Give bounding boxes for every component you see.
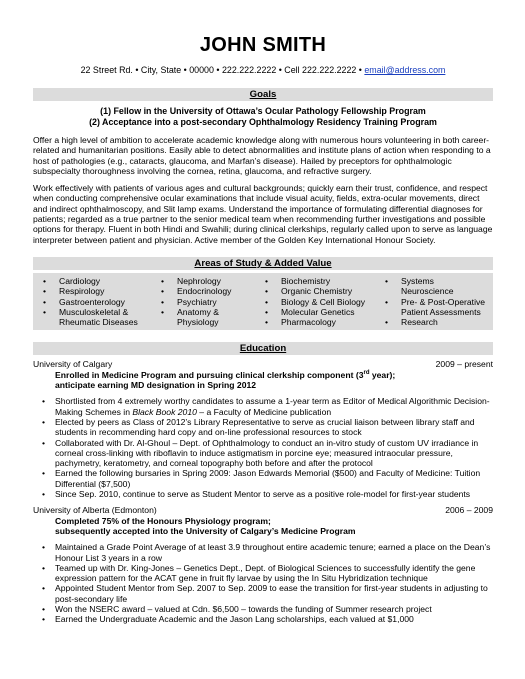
alberta-achievements [33,542,493,624]
areas-grid [33,273,493,330]
calgary-achievements [33,396,493,499]
area-item: • Gastroenterology [37,297,155,307]
school-row-calgary [33,359,493,369]
achievement-item: • Maintained a Grade Point Average of at least 3.9 throughout entire academic tenure; earned a place on the Dean’s Honour List 3 years in a row [33,542,493,563]
email-link[interactable]: email@address.com [364,65,446,75]
contact-details: 22 Street Rd. • City, State • 00000 • 222.222.2222 • Cell 222.222.2222 • [80,65,365,75]
achievement-item: • Earned the following bursaries in Spring 2009: Jason Edwards Memorial ($500) and Faculty of Medicine: Tuition Differential ($7,500) [33,468,493,489]
school-name: University of Calgary [33,359,113,370]
area-item: • Respirology [37,286,155,296]
area-item: • Pre- & Post-Operative Patient Assessments [379,297,489,318]
school-name: University of Alberta (Edmonton) [33,505,157,516]
area-item: • Nephrology [155,276,259,286]
summary-paragraph: Offer a high level of ambition to accelerate academic knowledge along with numerous hours volunteering in both career-related and humanitarian positions. Easily able to detect abnormalities and institute plans of action when responding to a host of pathologies (e.g., cataracts, glaucoma, and Marfan’s disease). Hailed by preceptors for ophthalmologic subspecialty thoroughness involving the cornea, retina, glaucoma, and refractive surgery. [33,135,491,176]
area-item: • Pharmacology [259,317,379,327]
program-detail: Enrolled in Medicine Program and pursuing clinical clerkship component (3rd year); anticipate earning MD designation in Spring 2012 [55,369,396,391]
contact-line [33,65,493,76]
school-dates: 2006 – 2009 [445,505,493,516]
areas-heading: Areas of Study & Added Value [33,257,493,270]
achievement-item: • Since Sep. 2010, continue to serve as Student Mentor to serve as a positive role-model for first-year students [33,489,493,499]
summary-paragraph: Work effectively with patients of various ages and cultural backgrounds; quickly earn their trust, confidence, and respect when conducting comprehensive ocular examinations that include visual acuity, fields, extra-ocular movements, direct and indirect ophthalmoscopy, and Slit lamp exams. Understand the importance of formulating differential diagnoses for patients; regarded as a true partner to the senior medical team when recommending further investigations and possible options for therapy. Fluent in both Hindi and Swahili; during clinical clerkships, regularly called upon to serve as language interpreter between patient and physician. Active member of the Golden Key International Honour Society. [33,183,493,245]
areas-column [37,276,155,327]
areas-column [155,276,259,327]
area-item: • Research [379,317,489,327]
area-item: • Organic Chemistry [259,286,379,296]
area-item: • Biology & Cell Biology [259,297,379,307]
area-item: • Molecular Genetics [259,307,379,317]
candidate-name: JOHN SMITH [199,34,327,56]
goals-heading: Goals [33,88,493,101]
area-item: • Musculoskeletal & Rheumatic Diseases [37,307,155,328]
achievement-item: • Appointed Student Mentor from Sep. 2007 to Sep. 2009 to ease the transition for first-year students in adjusting to post-secondary life [33,583,493,604]
areas-column [379,276,489,327]
achievement-item: • Shortlisted from 4 extremely worthy candidates to assume a 1-year term as Editor of Medical Algorithmic Decision-Making Schemes in Black Book 2010 – a Faculty of Medicine publication [33,396,493,417]
area-item: • Psychiatry [155,297,259,307]
goal-item: (2) Acceptance into a post-secondary Ophthalmology Residency Training Program [89,117,437,127]
education-heading: Education [33,342,493,355]
school-row-alberta [33,505,493,515]
goals-list [33,106,493,128]
school-dates: 2009 – present [435,359,493,370]
program-detail: Completed 75% of the Honours Physiology program; subsequently accepted into the University of Calgary’s Medicine Program [55,515,356,536]
achievement-item: • Collaborated with Dr. Al-Ghoul – Dept. of Ophthalmology to conduct an in-vitro study of custom UV irradiance in corneal cross-linking with riboflavin to induce astigmatism in porcine eye; measured intraocular pressure, pachymetry, keratometry, and corneal topography both before and after the protocol [33,438,493,469]
achievement-item: • Earned the Undergraduate Academic and the Jason Lang scholarships, each valued at $1,000 [33,614,493,624]
area-item: • Biochemistry [259,276,379,286]
achievement-item: • Won the NSERC award – valued at Cdn. $6,500 – towards the funding of Summer research project [33,604,493,614]
area-item: • Endocrinology [155,286,259,296]
area-item: • Anatomy & Physiology [155,307,259,328]
achievement-item: • Teamed up with Dr. King-Jones – Genetics Dept., Dept. of Biological Sciences to successfully identify the gene expression pattern for the ACAT gene in fruit fly larvae by using the In Situ Hybridization technique [33,563,493,584]
areas-column [259,276,379,327]
achievement-item: • Elected by peers as Class of 2012’s Library Representative to serve as crucial liaison between library staff and students in recommending hard copy and on-line professional resources to stock [33,417,493,438]
goal-item: (1) Fellow in the University of Ottawa’s Ocular Pathology Fellowship Program [100,106,426,116]
area-item: • Cardiology [37,276,155,286]
area-item: • Systems Neuroscience [379,276,489,297]
